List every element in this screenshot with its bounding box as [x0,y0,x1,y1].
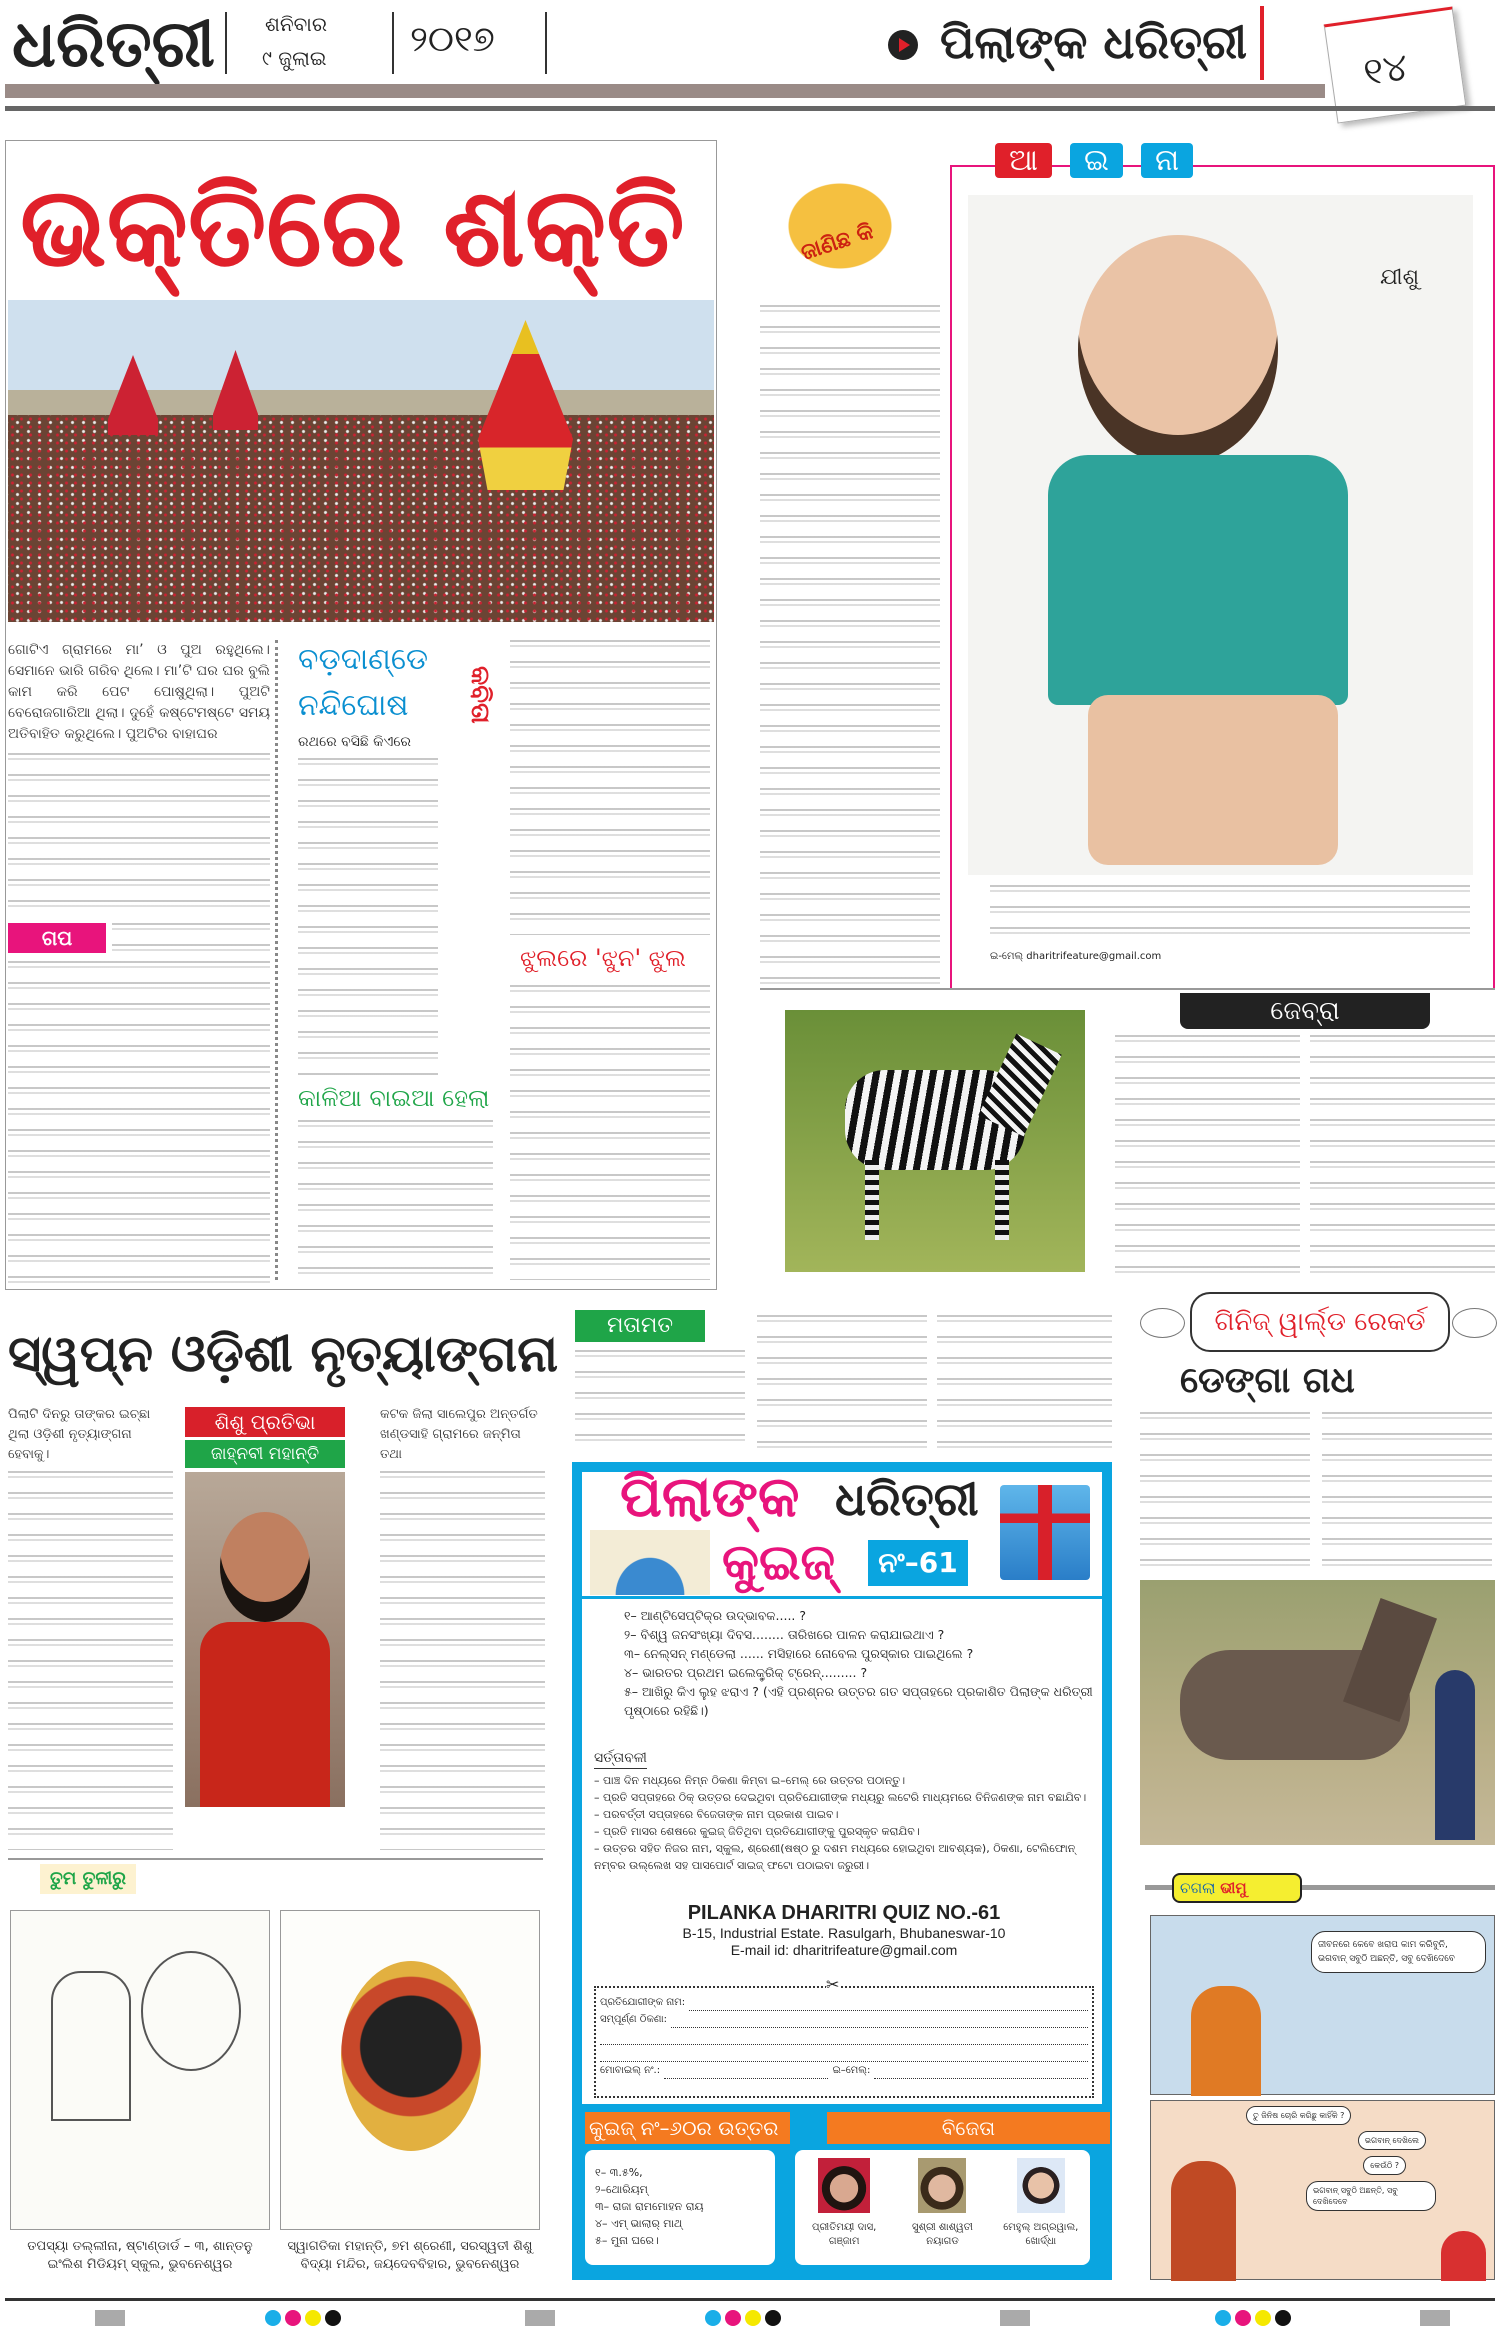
kids-globe-illustration [590,1530,710,1595]
dancer-col1 [8,1405,173,1850]
bubble-decoration [1452,1308,1497,1338]
quiz-rule-item: – ଉତ୍ତର ସହିତ ନିଜର ନାମ, ସ୍କୁଲ, ଶ୍ରେଣୀ(ଷଷ୍ଠ ରୁ ଦଶମ ମଧ୍ୟରେ ହୋଇଥିବା ଆବଶ୍ୟକ), ଠିକଣା, ଟେଲିଫୋନ୍ ନମ୍ବର ଉଲ୍ଲେଖ ସହ ପାସପୋର୍ଟ ସାଇଜ୍ ଫଟୋ ପଠାଇବା ଜରୁରୀ। [594,1842,1076,1872]
know-body [760,305,940,995]
day: ଶନିବାର [265,12,328,36]
dancer-body [8,1471,173,1850]
cartoon-title-a: ଚଗଲା [1180,1879,1216,1897]
poem-body [510,640,710,935]
quiz-address: B-15, Industrial Estate. Rasulgarh, Bhubaneswar-10 [682,1925,1006,1941]
guinness-body [1140,1412,1310,1570]
dancer-col3-intro: କଟକ ଜିଲା ସାଲେପୁର ଅନ୍ତର୍ଗତ ଖଣ୍ଡସାହି ଗ୍ରାମରେ ଜନ୍ମିତା ତଥା [380,1407,538,1462]
zebra-rule [760,988,1495,990]
dancer-col3 [380,1405,545,1850]
header-rule [5,84,1325,98]
winner-name: ସୁଶ୍ରୀ ଶାଶ୍ୱତୀ ନୟାଗଡ [912,2222,973,2247]
section-title: ପିଲାଙ୍କ ଧରିତ୍ରୀ [940,15,1248,69]
drawing-2 [280,1910,540,2230]
form-address-field[interactable] [671,2011,1088,2028]
form-email-field[interactable] [874,2062,1088,2079]
winner-photo [818,2158,870,2213]
answer: ୧– ୩.୫%, [595,2166,643,2179]
dancer-body [380,1471,545,1850]
poem1-body [298,758,438,1076]
form-address-label: ସମ୍ପୂର୍ଣ୍ଣ ଠିକଣା: [600,2014,668,2025]
know-title: ଜାଣିଛ କି [797,219,877,266]
drawing-caption: ସ୍ୱାଗତିକା ମହାନ୍ତି, ୭ମ ଶ୍ରେଣୀ, ସରସ୍ୱତୀ ଶିଶୁ ବିଦ୍ୟା ମନ୍ଦିର, ଜୟଦେବବିହାର, ଭୁବନେଶ୍ୱର [287,2239,533,2272]
zebra-body [1115,1035,1300,1275]
child-name: ଯୀଶୁ [1380,265,1419,290]
poetry-badge: କବିତା [465,666,495,724]
chariot [213,350,258,430]
zebra-title: ଜେବ୍ରା [1180,993,1430,1029]
form-mobile-field[interactable] [664,2062,828,2079]
opinion-body [757,1315,927,1455]
answers-box [585,2150,775,2265]
winner [799,2158,889,2265]
winner-photo [1017,2158,1065,2213]
quiz-title: କୁଇଜ୍ [722,1533,836,1591]
masthead: ଧରିତ୍ରୀ [12,7,216,82]
quiz-questions [594,1606,1094,1720]
talent-label: ଶିଶୁ ପ୍ରତିଭା [185,1407,345,1437]
date: ୯ ଜୁଲାଇ [262,46,327,70]
opinion-body [937,1315,1112,1455]
aina-title [995,143,1193,178]
dancer-photo [185,1472,345,1807]
guinness-headline: ଡେଙ୍ଗା ଗଧ [1180,1360,1355,1401]
bubble-decoration [1140,1308,1185,1338]
quiz-rules [594,1772,1094,1874]
drawings-title: ତୁମ ତୁଳୀରୁ [40,1864,136,1894]
divider-red [1260,6,1264,80]
poem3-title: ଝୁଲରେ 'ଝୁନ' ଝୁଲ [520,944,686,972]
form-address-field[interactable] [600,2045,1088,2062]
cartoon-title [1172,1873,1302,1903]
aina-email: ଇ-ମେଲ୍ dharitrifeature@gmail.com [990,951,1162,962]
quiz-address-block [594,1901,1094,1959]
answer: ୪– ଏମ୍ ଭାଲାର୍ ମାଥ୍ [595,2217,683,2230]
page-number-text: ୧୪ [1360,44,1411,95]
quiz-brand: ଧରିତ୍ରୀ [835,1472,979,1526]
winner [897,2158,987,2265]
know-graphic [760,160,920,270]
zebra-body [1310,1035,1495,1275]
section-rule [8,1858,543,1860]
winners-box [795,2150,1090,2265]
story-body [8,753,270,915]
quiz-rule [582,1596,1102,1599]
story-column [8,640,270,1285]
form-name-label: ପ୍ରତିଯୋଗୀଙ୍କ ନାମ: [600,1997,686,2008]
year: ୨୦୧୭ [410,19,495,60]
column-divider [275,640,278,1280]
form-address-field[interactable] [600,2028,1088,2045]
winner-photo [918,2158,966,2213]
divider [392,12,394,74]
character [1441,2231,1486,2281]
lead-headline: ଭକ୍ତିରେ ଶକ୍ତି [20,163,685,291]
speech-bubble: ଭଗବାନ୍ ସବୁଠି ଅଛନ୍ତି, ସବୁ ଦେଖିଦେବେ [1306,2181,1436,2211]
poem-column [298,640,493,1285]
story-label-row [8,923,270,953]
zebra-photo [785,1010,1085,1272]
divider [225,12,227,74]
opinion-title: ମତାମତ [575,1310,705,1342]
quiz-question: ୪– ଭାରତର ପ୍ରଥମ ଇଲେକ୍ଟ୍ରିକ୍ ଟ୍ରେନ୍......... ? [624,1665,868,1680]
answers-title: କୁଇଜ୍ ନଂ–୬୦ର ଉତ୍ତର [585,2112,790,2144]
quiz-question: ୧– ଆଣ୍ଟିସେପ୍ଟିକ୍‌ର ଉଦ୍ଭାବକ..... ? [624,1608,806,1623]
winners-title: ବିଜେତା [827,2112,1110,2144]
winner [996,2158,1086,2265]
quiz-rule-item: – ପ୍ରତି ମାସର ଶେଷରେ କୁଇଜ୍ ଜିତିଥିବା ପ୍ରତିଯୋଗୀଙ୍କୁ ପୁରସ୍କୃତ କରାଯିବ। [594,1825,920,1838]
quiz-rule-item: – ପାଞ୍ଚ ଦିନ ମଧ୍ୟରେ ନିମ୍ନ ଠିକଣା କିମ୍ବା ଇ–ମେଲ୍ ରେ ଉତ୍ତର ପଠାନ୍ତୁ। [594,1774,906,1787]
poem3-body [510,985,710,1280]
form-name-field[interactable] [689,1994,1088,2011]
guinness-banner: ଗିନିଜ୍ ୱାର୍ଲ୍ଡ ରେକର୍ଡ [1190,1292,1450,1352]
answer: ୩– ରାଜା ରାମମୋହନ ରାୟ [595,2200,704,2213]
rules-title: ସର୍ତ୍ତାବଳୀ [594,1748,647,1769]
form-mobile-label: ମୋବାଇଲ୍ ନଂ.: [600,2065,661,2076]
speech-bubble: ତୁ ଜିନିଷ ଚୋରି କରିଛୁ କାହିଁକି ? [1246,2106,1351,2125]
quiz-body [594,1606,1094,2098]
gift-icon [1000,1485,1090,1580]
chariot [478,320,573,490]
divider [545,12,547,74]
character [1191,1986,1261,2096]
speech-bubble: ଜୀବନରେ କେବେ ଖରାପ କାମ କରିବୁନି, ଭଗବାନ୍ ସବୁଠି ଅଛନ୍ତି, ସବୁ ଦେଖିଦେବେ [1311,1931,1486,1973]
cartoon-panel-1 [1150,1915,1495,2095]
poem2-title: କାଳିଆ ବାଇଆ ହେଲା [298,1084,490,1112]
child-photo [968,195,1473,875]
quiz-question: ୨– ବିଶ୍ୱ ଜନସଂଖ୍ୟା ଦିବସ........ ତାରିଖରେ ପାଳନ କରାଯାଇଥାଏ ? [624,1627,945,1642]
winner-name: ମେହୁଲ୍ ଅଗ୍ରୱାଲ, ଖୋର୍ଦ୍ଧା [1003,2222,1079,2247]
poem2-body [298,1120,493,1285]
footer-rule [5,2298,1495,2301]
cartoon-panel-2 [1150,2100,1495,2280]
donkey-photo [1140,1580,1495,1845]
winner-name: ପ୍ରୀତିମୟୀ ଦାସ, ଗଞ୍ଜାମ [811,2222,877,2247]
answer: ୨–ଥୋରିୟମ୍ [595,2183,648,2196]
story-label: ଗପ [8,923,106,953]
aina-title-letter: ନା [1141,143,1193,178]
story-intro: ଗୋଟିଏ ଗ୍ରାମରେ ମା’ ଓ ପୁଅ ରହୁଥିଲେ। ସେମାନେ ଭାରି ଗରିବ ଥିଲେ। ମା’ଟି ଘର ଘର ବୁଲି କାମ କରି ପେଟ ପୋଷୁଥିଲା। ପୁଅଟି ବେରୋଜଗାରିଆ ଥିଲା। ଦୁହେଁ କଷ୍ଟେମଷ୍ଟେ ସମୟ ଅତିବାହିତ କରୁଥିଲେ। ପୁଅଟିର ବାହାଘର [8,642,270,742]
character [1171,2161,1236,2281]
dancer-intro: ପିଲାଟି ଦିନରୁ ତାଙ୍କର ଇଚ୍ଛା ଥିଲା ଓଡ଼ିଶୀ ନୃତ୍ୟାଙ୍ଗନା ହେବାକୁ। [8,1407,151,1462]
registration-marks [0,2310,1500,2328]
aina-title-letter: ଇ [1070,143,1123,178]
chariot [108,355,158,435]
aina-caption [990,885,1470,943]
quiz-question: ୩– ନେଲ୍‌ସନ୍ ମଣ୍ଡେଲା ...... ମସିହାରେ ନୋବେଲ ପୁରସ୍କାର ପାଇଥିଲେ ? [624,1646,974,1661]
entry-form [594,1975,1094,2098]
cartoon-bubbles [1246,2106,1486,2211]
opinion-body [575,1350,745,1455]
speech-bubble: କେଉଁଠି ? [1363,2156,1406,2175]
talent-name: ଜାହ୍ନବୀ ମହାନ୍ତି [185,1440,345,1468]
story-body [8,961,270,1285]
quiz-question: ୫– ଆଖିରୁ କିଏ ଲୁହ ଝରାଏ ? (ଏହି ପ୍ରଶ୍ନର ଉତ୍ତର ଗତ ସପ୍ତାହରେ ପ୍ରକାଶିତ ପିଲାଙ୍କ ଧରିତ୍ରୀ ପୃଷ୍ଠାରେ ରହିଛି।) [624,1684,1093,1718]
guinness-body [1322,1412,1492,1570]
rath-yatra-photo [8,300,714,622]
quiz-rules-block [594,1747,1094,1874]
scissors-icon: ✂ [826,1975,840,1994]
quiz-number: ନଂ–61 [868,1540,968,1586]
quiz-email: E-mail id: dharitrifeature@gmail.com [730,1942,958,1958]
aina-title-letter: ଆ [995,143,1052,178]
answer: ୫– ମୁନା ଘରେ। [595,2234,659,2247]
poem1-title: ବଡ଼ଦାଣ୍ଡେ [298,642,429,677]
cartoon-title-b: ଭୀମୁ [1220,1879,1247,1897]
speech-bubble: ଭଗବାନ୍ ଦେଖିଲେ [1358,2131,1426,2150]
play-icon [888,30,918,60]
poem1-title: ନନ୍ଦିଘୋଷ [298,688,409,723]
quiz-rule-item: – ପରବର୍ତ୍ତୀ ସପ୍ତାହରେ ବିଜେତାଙ୍କ ନାମ ପ୍ରକାଶ ପାଇବ। [594,1808,839,1821]
quiz-address-title: PILANKA DHARITRI QUIZ NO.-61 [687,1902,1001,1924]
poem1-intro: ରଥରେ ବସିଛି କିଏରେ [298,734,411,750]
form-email-label: ଇ–ମେଲ୍: [832,2065,871,2076]
quiz-title: ପିଲାଙ୍କ [620,1465,800,1530]
drawing-1 [10,1910,270,2230]
drawing-caption: ତପସ୍ୟା ତଲ୍ଲୀନା, ଷ୍ଟାଣ୍ଡାର୍ଡ – ୩, ଶାନ୍ତନୁ ଇଂଲିଶ ମିଡିୟମ୍ ସ୍କୁଲ, ଭୁବନେଶ୍ୱର [27,2239,253,2272]
header-rule-thin [5,106,1495,111]
dancer-headline: ସ୍ୱପ୍ନ ଓଡ଼ିଶୀ ନୃତ୍ୟାଙ୍ଗନା [8,1325,559,1384]
quiz-rule-item: – ପ୍ରତି ସପ୍ତାହରେ ଠିକ୍ ଉତ୍ତର ଦେଇଥିବା ପ୍ରତିଯୋଗୀଙ୍କ ମଧ୍ୟରୁ ଲଟେରି ମାଧ୍ୟମରେ ତିନିଜଣଙ୍କ ନାମ ବଛାଯିବ। [594,1791,1087,1804]
story-body [112,923,270,953]
